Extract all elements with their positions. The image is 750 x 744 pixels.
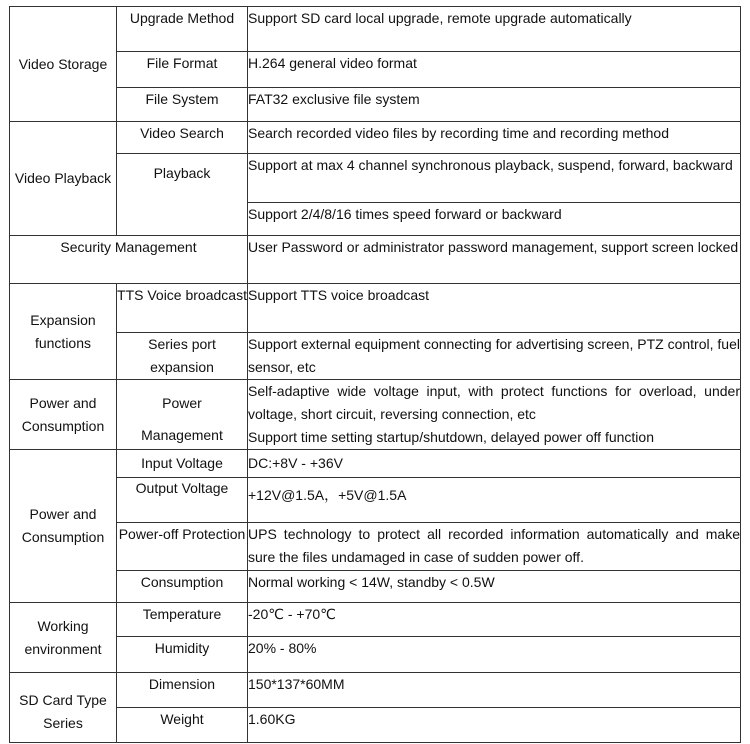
- table-row: [10, 478, 741, 523]
- item-upgrade-method: Upgrade Method: [117, 7, 248, 52]
- desc-dimension: 150*137*60MM: [248, 673, 741, 708]
- item-power-management: [117, 380, 248, 450]
- category-video-playback: Video Playback: [10, 122, 117, 236]
- desc-output-voltage: +12V@1.5A，+5V@1.5A: [248, 478, 741, 523]
- table-row: [10, 708, 741, 743]
- item-file-format: File Format: [117, 52, 248, 88]
- desc-playback-1: Support at max 4 channel synchronous playback, suspend, forward, backward: [248, 154, 741, 203]
- item-power-off-protection: Power-off Protection: [117, 523, 248, 571]
- spec-table: [9, 6, 741, 743]
- item-playback: Playback: [117, 154, 248, 236]
- table-row: [10, 52, 741, 88]
- category-video-storage: Video Storage: [10, 7, 117, 122]
- desc-power-off-protection: UPS technology to protect all recorded information automatically and make sure the files undamaged in case of sudden power off.: [248, 523, 741, 571]
- category-power-management: Power and Consumption: [10, 380, 117, 450]
- item-file-system: File System: [117, 88, 248, 122]
- table-row: [10, 603, 741, 637]
- item-output-voltage: Output Voltage: [117, 478, 248, 523]
- table-row: [10, 154, 741, 203]
- category-working-environment: Working environment: [10, 603, 117, 673]
- item-temperature: Temperature: [117, 603, 248, 637]
- desc-security-management: User Password or administrator password management, support screen locked: [248, 236, 741, 284]
- desc-upgrade-method: Support SD card local upgrade, remote upgrade automatically: [248, 7, 741, 52]
- table-row: [10, 380, 741, 450]
- item-consumption: Consumption: [117, 571, 248, 603]
- table-row: [10, 122, 741, 154]
- desc-playback-2: Support 2/4/8/16 times speed forward or backward: [248, 203, 741, 236]
- item-weight: Weight: [117, 708, 248, 743]
- desc-power-management-2: Support time setting startup/shutdown, delayed power off function: [248, 429, 654, 445]
- category-security-management: Security Management: [10, 236, 248, 284]
- item-video-search: Video Search: [117, 122, 248, 154]
- desc-temperature: -20℃ - +70℃: [248, 603, 741, 637]
- table-row: [10, 333, 741, 380]
- desc-series-port-expansion: Support external equipment connecting for advertising screen, PTZ control, fuel sensor, etc: [248, 333, 741, 380]
- desc-input-voltage: DC:+8V - +36V: [248, 450, 741, 478]
- table-row: [10, 571, 741, 603]
- table-row: [10, 88, 741, 122]
- table-row: [10, 637, 741, 673]
- desc-humidity: 20% - 80%: [248, 637, 741, 673]
- table-row: [10, 236, 741, 284]
- item-dimension: Dimension: [117, 673, 248, 708]
- item-input-voltage: Input Voltage: [117, 450, 248, 478]
- table-row: [10, 523, 741, 571]
- category-expansion-functions: Expansion functions: [10, 284, 117, 380]
- item-series-port-expansion: Series port expansion: [117, 333, 248, 380]
- item-power-management-line-2: Management: [141, 427, 223, 443]
- desc-video-search: Search recorded video files by recording time and recording method: [248, 122, 741, 154]
- table-row: [10, 7, 741, 52]
- table-row: [10, 673, 741, 708]
- category-power-consumption: Power and Consumption: [10, 450, 117, 603]
- desc-power-management: [248, 380, 741, 450]
- item-power-management-line-1: Power: [162, 395, 202, 411]
- desc-file-format: H.264 general video format: [248, 52, 741, 88]
- table-row: [10, 450, 741, 478]
- desc-tts-voice-broadcast: Support TTS voice broadcast: [248, 284, 741, 333]
- item-humidity: Humidity: [117, 637, 248, 673]
- item-tts-voice-broadcast: TTS Voice broadcast: [117, 284, 248, 333]
- table-row: [10, 284, 741, 333]
- desc-file-system: FAT32 exclusive file system: [248, 88, 741, 122]
- desc-power-management-1: Self-adaptive wide voltage input, with protect functions for overload, under voltage, short circuit, reversing connection, etc: [248, 383, 740, 422]
- desc-consumption: Normal working < 14W, standby < 0.5W: [248, 571, 741, 603]
- desc-weight: 1.60KG: [248, 708, 741, 743]
- category-sd-card-type-series: SD Card Type Series: [10, 673, 117, 743]
